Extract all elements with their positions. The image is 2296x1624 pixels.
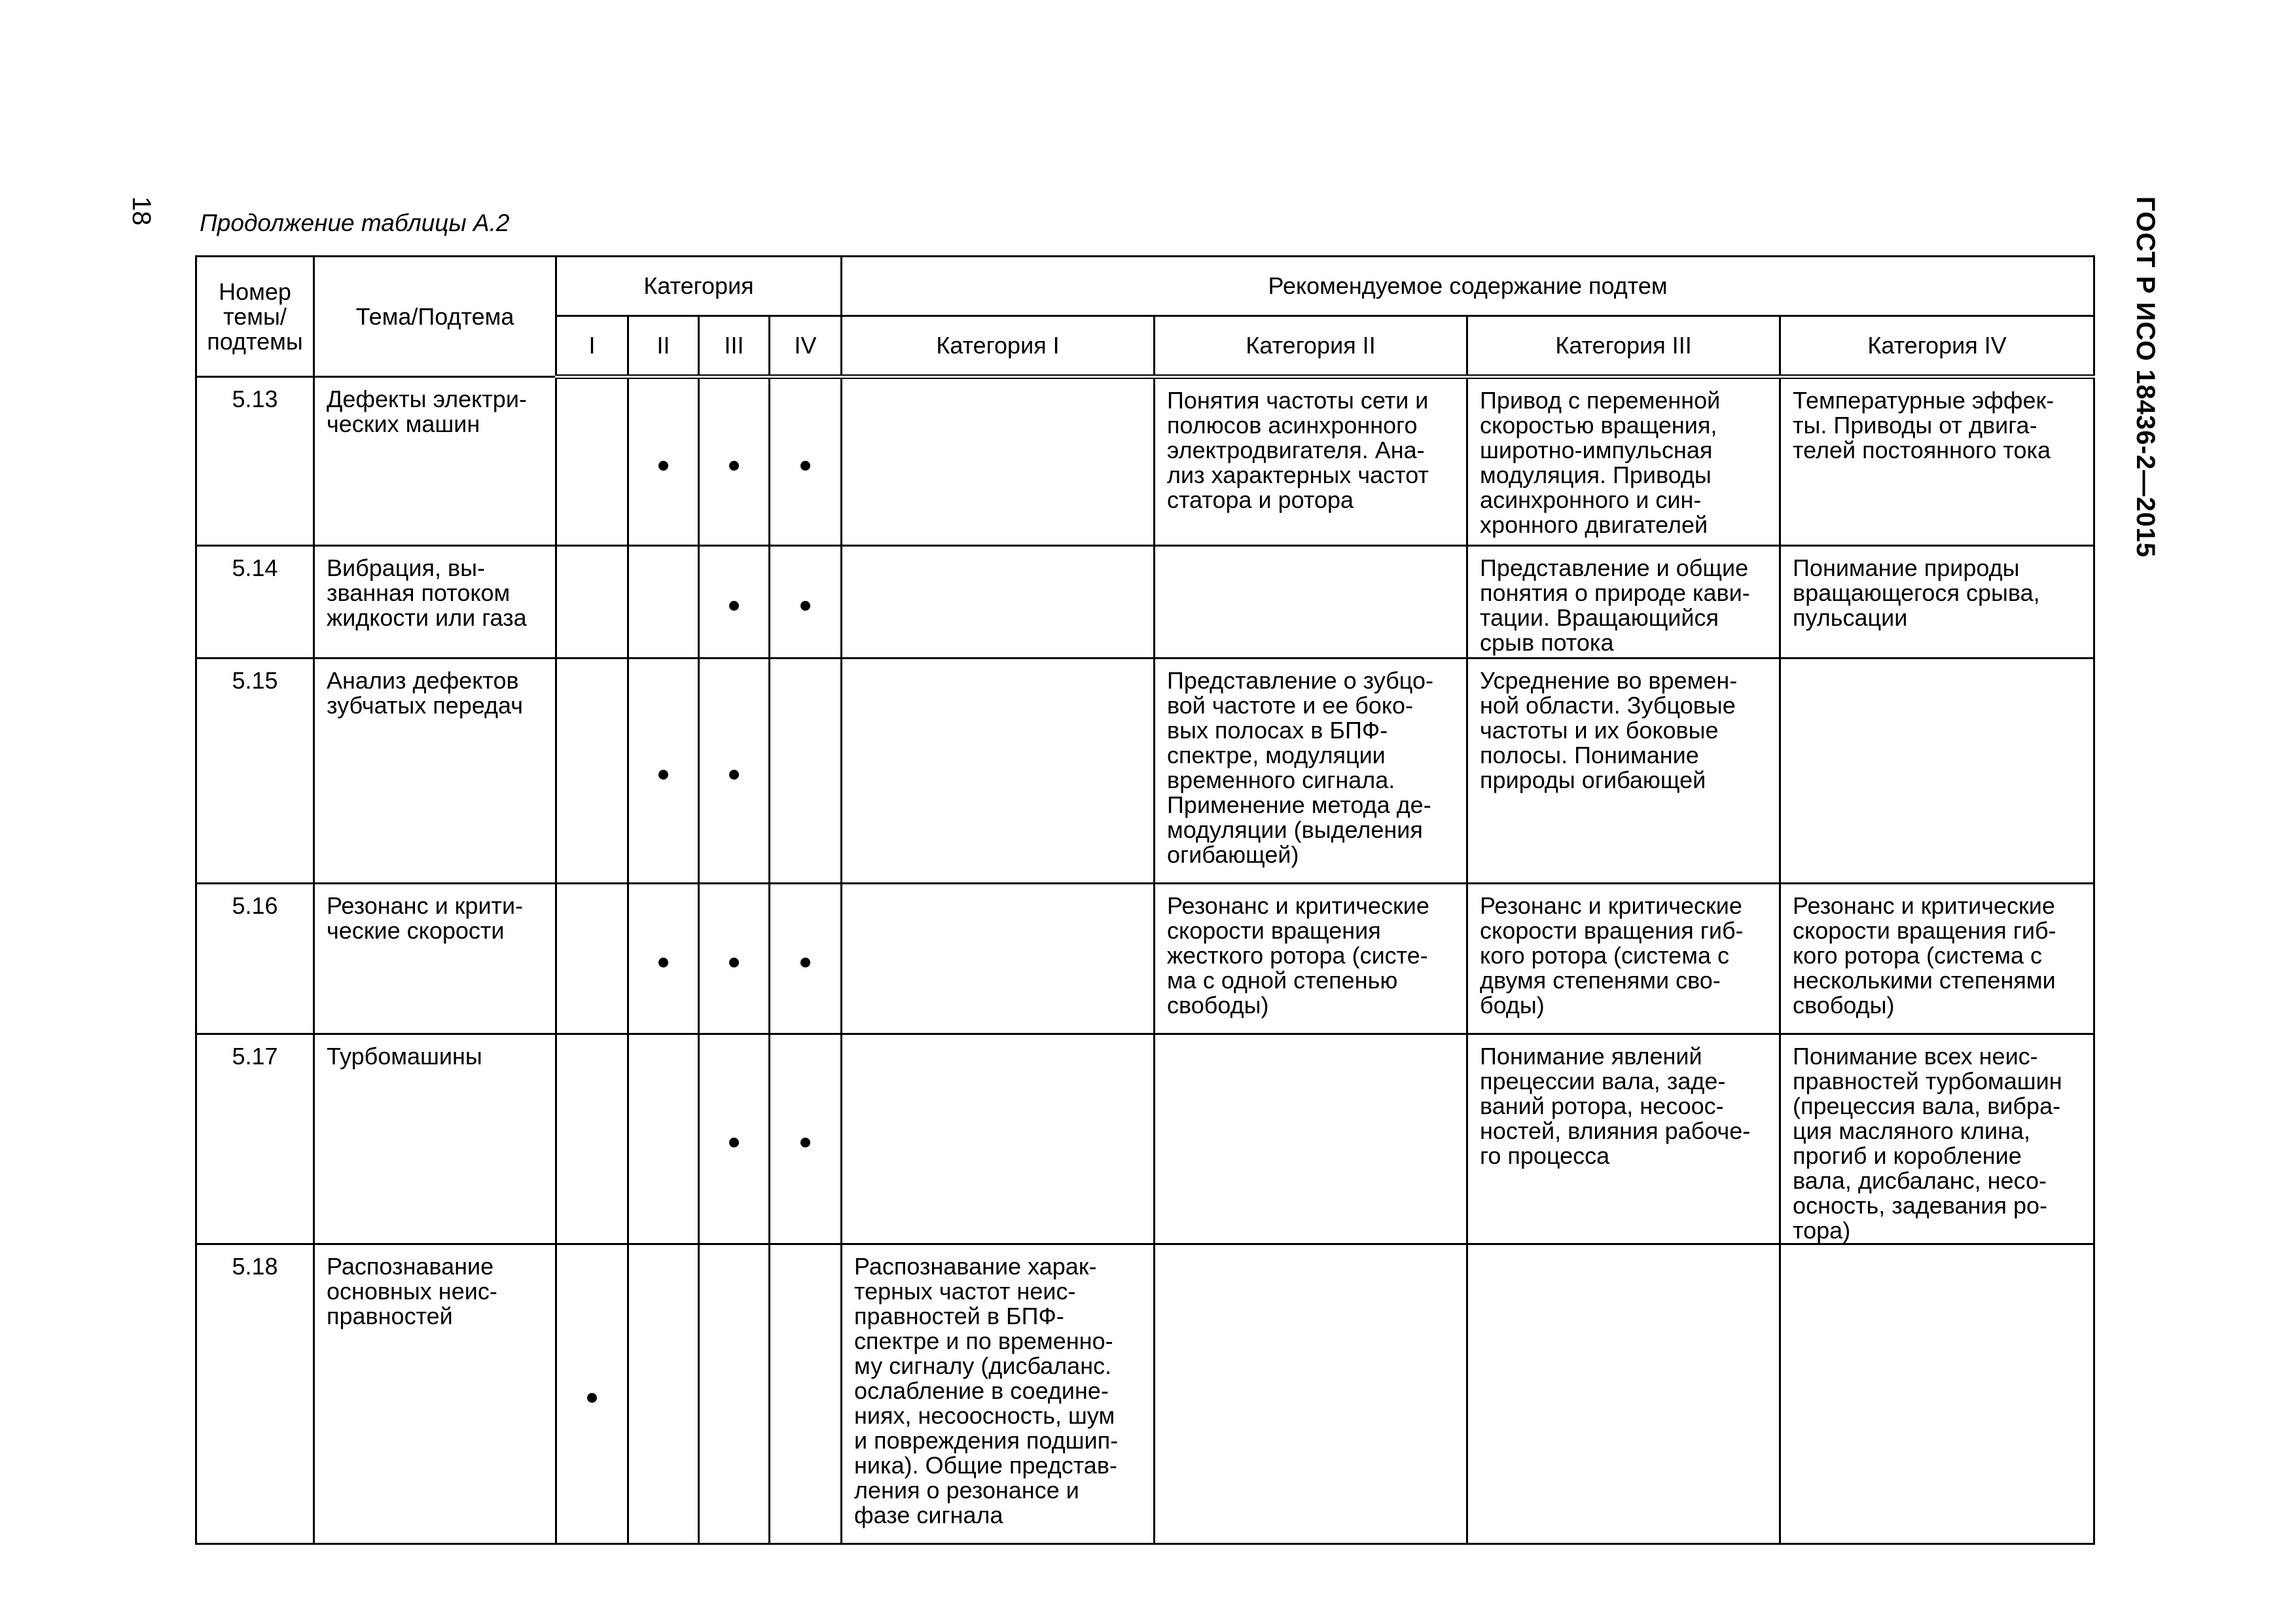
bullet-dot-icon: [729, 601, 739, 611]
category-1-cell: [556, 1244, 628, 1544]
category-1-cell: [556, 377, 628, 546]
recommended-content-cat-4: Понимание всех неис- правностей турбомашин (прецессия вала, вибра- ция масляного клина, прогиб и коробление вала, дисбаланс, несо- осность, задевания ро- тора): [1780, 1034, 2094, 1244]
recommended-content-cat-1: [842, 377, 1155, 546]
bullet-dot-icon: [800, 1138, 810, 1147]
bullet-dot-icon: [587, 1393, 597, 1403]
table-row: [196, 659, 2094, 884]
recommended-content-cat-4: [1780, 1244, 2094, 1544]
topic-number: 5.16: [196, 884, 314, 1034]
recommended-content-cat-4: Понимание природы вращающегося срыва, пульсации: [1780, 546, 2094, 659]
recommended-content-cat-1: Распознавание харак- терных частот неис- правностей в БПФ- спектре и по временно- му сигналу (дисбаланс. ослабление в соедине- ниях, несоосность, шум и повреждения подшип- ника). Общие представ- ления о резонансе и фазе сигнала: [842, 1244, 1155, 1544]
header-recommended-content: Рекомендуемое содержание подтем: [842, 257, 2094, 316]
recommended-content-cat-2: [1155, 546, 1467, 659]
table-row: [196, 884, 2094, 1034]
category-4-cell: [770, 546, 842, 659]
topic-name: Распознавание основных неис- правностей: [314, 1244, 556, 1544]
category-4-cell: [770, 377, 842, 546]
category-4-cell: [770, 1244, 842, 1544]
category-3-cell: [699, 377, 770, 546]
category-3-cell: [699, 546, 770, 659]
category-3-cell: [699, 1034, 770, 1244]
bullet-dot-icon: [729, 958, 739, 967]
topic-number: 5.15: [196, 659, 314, 884]
table-row: [196, 1244, 2094, 1544]
category-3-cell: [699, 1244, 770, 1544]
category-1-cell: [556, 1034, 628, 1244]
category-3-cell: [699, 884, 770, 1034]
bullet-dot-icon: [658, 770, 668, 780]
recommended-content-cat-3: Понимание явлений прецессии вала, заде- ваний ротора, несоос- ностей, влияния рабоче- го процесса: [1467, 1034, 1780, 1244]
category-1-cell: [556, 884, 628, 1034]
recommended-content-cat-1: [842, 1034, 1155, 1244]
category-2-cell: [628, 377, 699, 546]
category-4-cell: [770, 884, 842, 1034]
table-row: [196, 546, 2094, 659]
category-2-cell: [628, 1244, 699, 1544]
bullet-dot-icon: [658, 461, 668, 471]
category-2-cell: [628, 884, 699, 1034]
bullet-dot-icon: [729, 461, 739, 471]
header-cat-iv: IV: [770, 316, 842, 377]
recommended-content-cat-3: Усреднение во времен- ной области. Зубцовые частоты и их боковые полосы. Понимание природы огибающей: [1467, 659, 1780, 884]
recommended-content-cat-4: Резонанс и критические скорости вращения гиб- кого ротора (система с несколькими степенями свободы): [1780, 884, 2094, 1034]
topic-name: Дефекты электри- ческих машин: [314, 377, 556, 546]
header-topic-number: Номер темы/ подтемы: [196, 257, 314, 377]
category-3-cell: [699, 659, 770, 884]
topic-number: 5.18: [196, 1244, 314, 1544]
recommended-content-cat-2: Понятия частоты сети и полюсов асинхронного электродвигателя. Ана- лиз характерных частот статора и ротора: [1155, 377, 1467, 546]
table-body: [196, 377, 2094, 1544]
topic-name: Анализ дефектов зубчатых передач: [314, 659, 556, 884]
bullet-dot-icon: [729, 1138, 739, 1147]
bullet-dot-icon: [729, 770, 739, 780]
header-rec-cat-iv: Категория IV: [1780, 316, 2094, 377]
table-caption: Продолжение таблицы А.2: [200, 209, 510, 236]
header-cat-i: I: [556, 316, 628, 377]
table-row: [196, 377, 2094, 546]
recommended-content-cat-3: Привод с переменной скоростью вращения, широтно-импульсная модуляция. Приводы асинхронного и син- хронного двигателей: [1467, 377, 1780, 546]
header-cat-iii: III: [699, 316, 770, 377]
recommended-content-cat-3: [1467, 1244, 1780, 1544]
document-code: ГОСТ Р ИСО 18436-2—2015: [2131, 196, 2160, 558]
bullet-dot-icon: [800, 461, 810, 471]
recommended-content-cat-3: Представление и общие понятия о природе кави- тации. Вращающийся срыв потока: [1467, 546, 1780, 659]
table-row: [196, 1034, 2094, 1244]
category-4-cell: [770, 1034, 842, 1244]
recommended-content-cat-2: [1155, 1034, 1467, 1244]
recommended-content-cat-1: [842, 546, 1155, 659]
topic-number: 5.17: [196, 1034, 314, 1244]
category-2-cell: [628, 546, 699, 659]
category-2-cell: [628, 1034, 699, 1244]
topic-number: 5.13: [196, 377, 314, 546]
bullet-dot-icon: [658, 958, 668, 967]
header-rec-cat-ii: Категория II: [1155, 316, 1467, 377]
category-4-cell: [770, 659, 842, 884]
topic-number: 5.14: [196, 546, 314, 659]
recommended-content-cat-2: [1155, 1244, 1467, 1544]
topic-name: Резонанс и крити- ческие скорости: [314, 884, 556, 1034]
bullet-dot-icon: [800, 958, 810, 967]
header-rec-cat-i: Категория I: [842, 316, 1155, 377]
bullet-dot-icon: [800, 601, 810, 611]
header-topic: Тема/Подтема: [314, 257, 556, 377]
recommended-content-cat-1: [842, 659, 1155, 884]
recommended-content-cat-1: [842, 884, 1155, 1034]
topic-name: Вибрация, вы- званная потоком жидкости или газа: [314, 546, 556, 659]
category-1-cell: [556, 546, 628, 659]
category-2-cell: [628, 659, 699, 884]
recommended-content-cat-4: Температурные эффек- ты. Приводы от двига- телей постоянного тока: [1780, 377, 2094, 546]
recommended-content-cat-2: Представление о зубцо- вой частоте и ее боко- вых полосах в БПФ- спектре, модуляции временного сигнала. Применение метода де- модуляции (выделения огибающей): [1155, 659, 1467, 884]
header-cat-ii: II: [628, 316, 699, 377]
recommended-content-cat-4: [1780, 659, 2094, 884]
page-number: 18: [127, 196, 156, 226]
topic-name: Турбомашины: [314, 1034, 556, 1244]
header-category: Категория: [556, 257, 842, 316]
recommended-content-cat-3: Резонанс и критические скорости вращения гиб- кого ротора (система с двумя степенями сво- боды): [1467, 884, 1780, 1034]
category-1-cell: [556, 659, 628, 884]
recommended-content-cat-2: Резонанс и критические скорости вращения жесткого ротора (систе- ма с одной степенью свободы): [1155, 884, 1467, 1034]
header-rec-cat-iii: Категория III: [1467, 316, 1780, 377]
topics-table: [195, 255, 2095, 1545]
